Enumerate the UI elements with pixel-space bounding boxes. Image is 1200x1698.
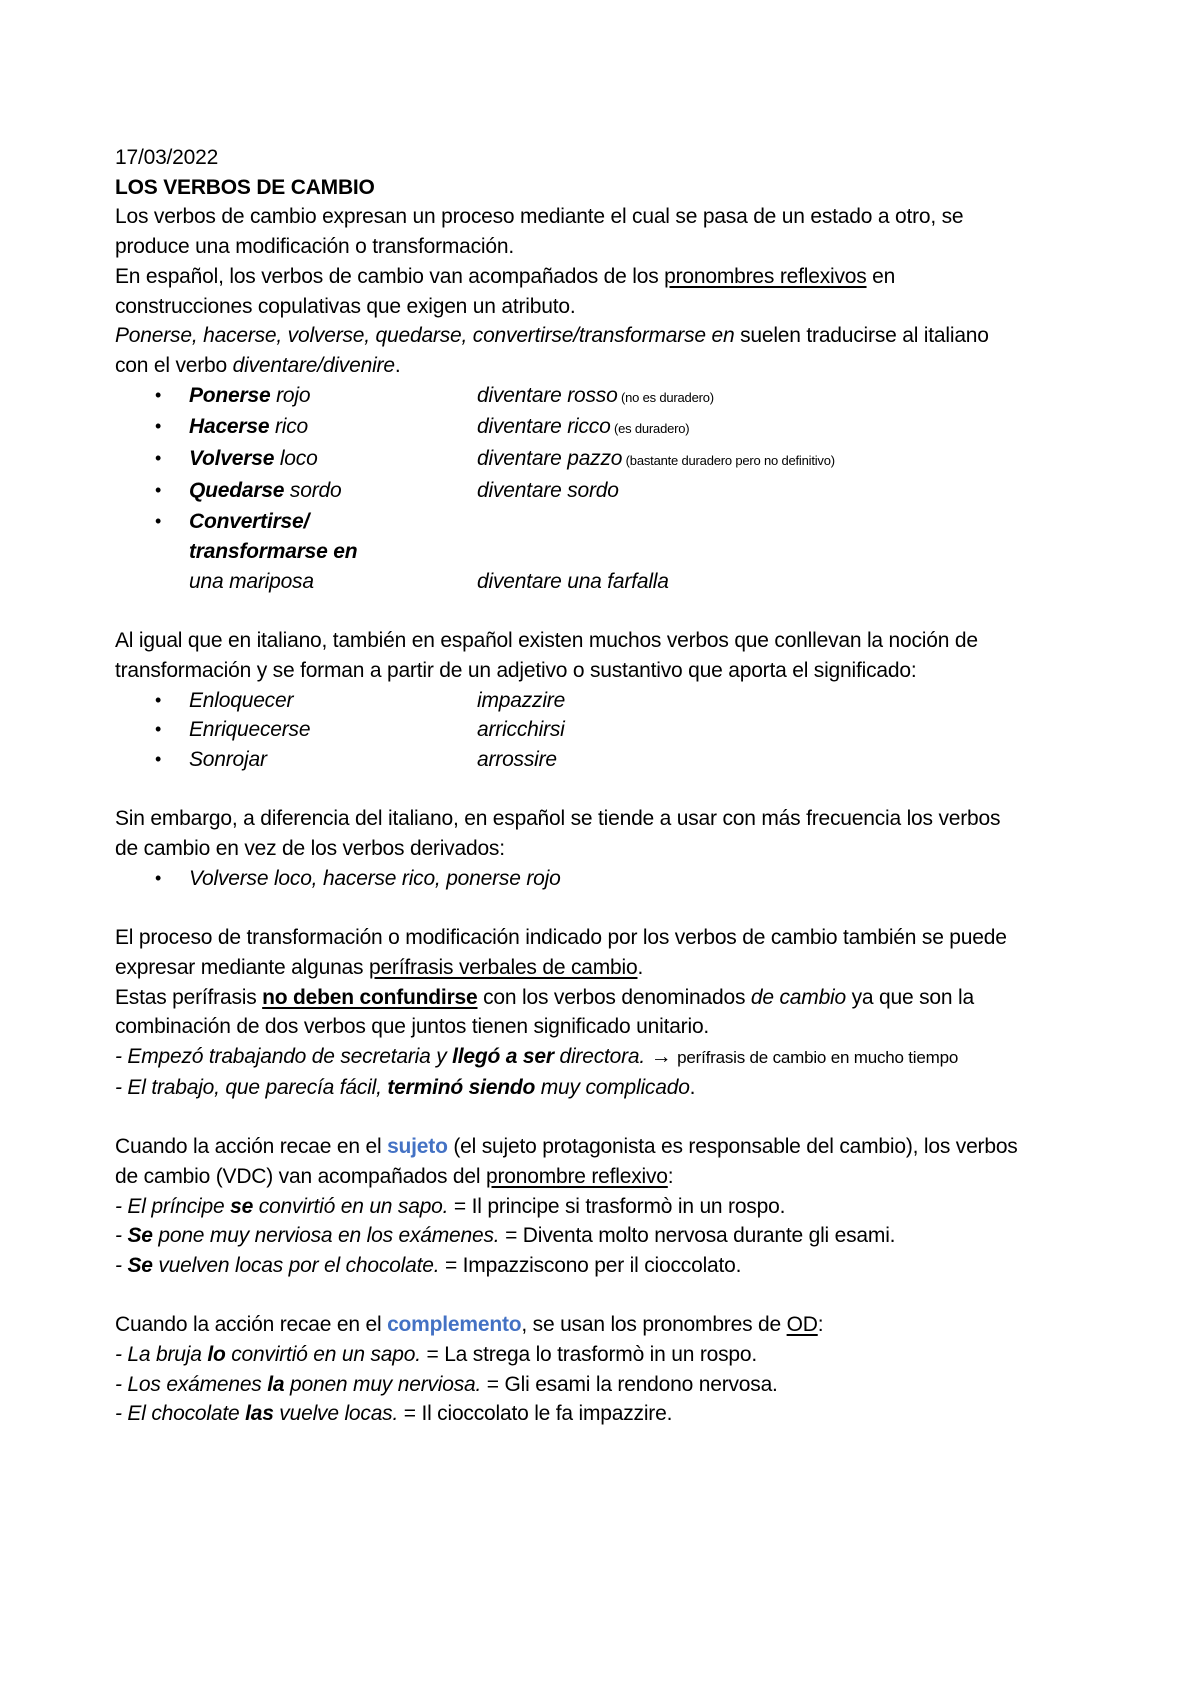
verb-item-continued: transformarse en bbox=[189, 540, 358, 564]
derived-verb-item: • Enriquecerse arricchirsi bbox=[115, 715, 1095, 745]
example-line: - La bruja lo convirtió en un sapo. = La strega lo trasformò in un rospo. bbox=[115, 1343, 758, 1367]
section3-line: de cambio en vez de los verbos derivados: bbox=[115, 837, 505, 861]
example-line: - Se vuelven locas por el chocolate. = Impazziscono per il cioccolato. bbox=[115, 1253, 742, 1277]
verb-item: • Ponerse rojo diventare rosso (no es duradero) bbox=[115, 381, 1095, 413]
verb-item: • Quedarse sordo diventare sordo bbox=[115, 476, 1095, 508]
underlined-term: pronombres reflexivos bbox=[664, 264, 867, 288]
verb-list bbox=[115, 381, 1095, 597]
section4-line: expresar mediante algunas perífrasis verbales de cambio. bbox=[115, 955, 644, 979]
page-title: LOS VERBOS DE CAMBIO bbox=[115, 175, 375, 199]
derived-verb-item: • Sonrojar arrossire bbox=[115, 745, 1095, 775]
example-line: - Empezó trabajando de secretaria y llegó a ser directora. → perífrasis de cambio en mucho tiempo bbox=[115, 1045, 959, 1069]
derived-verb-item: • Enloquecer impazzire bbox=[115, 686, 1095, 716]
example-line: - El príncipe se convirtió en un sapo. = Il principe si trasformò in un rospo. bbox=[115, 1194, 786, 1218]
verb-item: • Convertirse/ bbox=[115, 507, 1095, 537]
example-item: • Volverse loco, hacerse rico, ponerse rojo bbox=[115, 864, 1095, 894]
section5-line: Cuando la acción recae en el sujeto (el sujeto protagonista es responsable del cambio), los verbos bbox=[115, 1135, 1018, 1159]
verb-item-continued: una mariposa diventare una farfalla bbox=[189, 569, 669, 593]
section4-line: combinación de dos verbos que juntos tienen significado unitario. bbox=[115, 1015, 710, 1039]
intro-line: con el verbo diventare/divenire. bbox=[115, 353, 401, 377]
derived-verb-list bbox=[115, 686, 1095, 775]
example-line: - Los exámenes la ponen muy nerviosa. = Gli esami la rendono nervosa. bbox=[115, 1372, 778, 1396]
verb-item: • Volverse loco diventare pazzo (bastante duradero pero no definitivo) bbox=[115, 444, 1095, 476]
example-line: - Se pone muy nerviosa en los exámenes. = Diventa molto nervosa durante gli esami. bbox=[115, 1224, 896, 1248]
intro-line: Los verbos de cambio expresan un proceso mediante el cual se pasa de un estado a otro, se bbox=[115, 205, 964, 229]
example-line: - El trabajo, que parecía fácil, terminó siendo muy complicado. bbox=[115, 1075, 696, 1099]
section2-line: Al igual que en italiano, también en español existen muchos verbos que conllevan la noción de bbox=[115, 629, 978, 653]
section6-line: Cuando la acción recae en el complemento, se usan los pronombres de OD: bbox=[115, 1313, 824, 1337]
document-page bbox=[115, 143, 1095, 1429]
intro-line: En español, los verbos de cambio van acompañados de los pronombres reflexivos en bbox=[115, 264, 896, 288]
intro-line: Ponerse, hacerse, volverse, quedarse, convertirse/transformarse en suelen traducirse al italiano bbox=[115, 324, 989, 348]
section2-line: transformación y se forman a partir de un adjetivo o sustantivo que aporta el significado: bbox=[115, 658, 917, 682]
section4-line: El proceso de transformación o modificación indicado por los verbos de cambio también se puede bbox=[115, 926, 1007, 950]
arrow-icon: → bbox=[645, 1045, 678, 1069]
date: 17/03/2022 bbox=[115, 146, 219, 169]
verb-item: • Hacerse rico diventare ricco (es duradero) bbox=[115, 412, 1095, 444]
example-list bbox=[115, 864, 1095, 894]
intro-line: produce una modificación o transformación. bbox=[115, 235, 514, 259]
section3-line: Sin embargo, a diferencia del italiano, en español se tiende a usar con más frecuencia los verbos bbox=[115, 807, 1001, 831]
intro-line: construcciones copulativas que exigen un atributo. bbox=[115, 294, 576, 318]
example-line: - El chocolate las vuelve locas. = Il cioccolato le fa impazzire. bbox=[115, 1402, 673, 1426]
section4-line: Estas perífrasis no deben confundirse con los verbos denominados de cambio ya que son la bbox=[115, 985, 974, 1009]
section5-line: de cambio (VDC) van acompañados del pronombre reflexivo: bbox=[115, 1164, 674, 1188]
